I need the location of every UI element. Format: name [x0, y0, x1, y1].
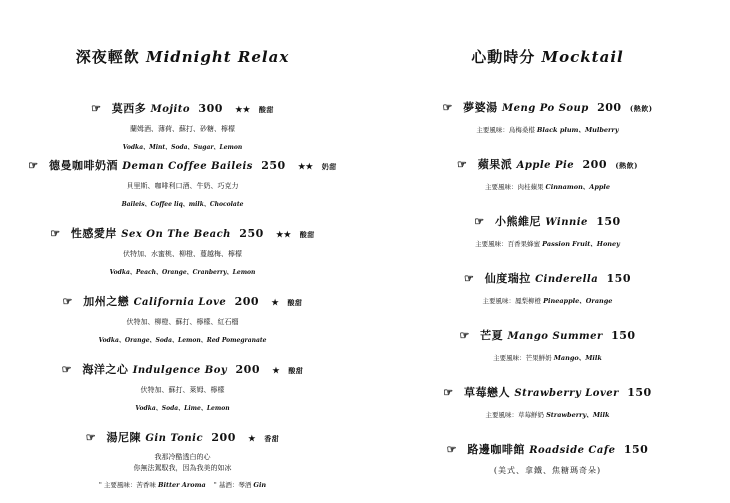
main-flavor: 主要風味：百香果蜂蜜 Passion Fruit、Honey [475, 240, 620, 248]
hand-pointer-icon: ☞ [62, 295, 73, 308]
main-flavor: 主要風味：草莓鮮奶 Strawberry、Milk [485, 411, 610, 419]
ingredients-en: Vodka、Mint、Soda、Sugar、Lemon [122, 144, 243, 151]
ingredients-zh: 貝里斯、咖啡利口酒、牛奶、巧克力 [126, 182, 239, 190]
menu-item-apple-pie: ☞ 蘋果派 Apple Pie 200 (熱飲) 主要風味：肉桂蘋果 Cinnamon、Apple [365, 156, 730, 191]
section-title-midnight-relax: 深夜輕飲 Midnight Relax [75, 48, 290, 66]
hand-pointer-icon: ☞ [443, 386, 454, 399]
menu-item-cinderella: ☞ 仙度瑞拉 Cinderella 150 主要風味：鳳梨柳橙 Pineapple、Orange [365, 270, 730, 305]
ingredients-zh: 伏特加、蘇打、萊姆、檸檬 [140, 386, 225, 394]
main-flavor: 主要風味：肉桂蘋果 Cinnamon、Apple [484, 183, 611, 191]
hand-pointer-icon: ☞ [459, 329, 470, 342]
hand-pointer-icon: ☞ [91, 102, 102, 115]
hand-pointer-icon: ☞ [474, 215, 485, 228]
menu-item-deman-coffee-baileis: ☞ 德曼咖啡奶酒 Deman Coffee Baileis 250 ★★ 奶甜 貝里斯、咖啡利口酒、牛奶、巧克力 Baileis、Coffee liq、milk、Chocolate [0, 157, 365, 208]
ingredients-en: Baileis、Coffee liq、milk、Chocolate [121, 201, 244, 208]
ingredients-zh: 蘭姆酒、薄荷、蘇打、砂糖、檸檬 [130, 125, 235, 133]
coffee-options: (美式、拿鐵、焦糖瑪奇朵) [493, 466, 602, 475]
section-title-mocktail: 心動時分 Mocktail [471, 48, 624, 66]
hand-pointer-icon: ☞ [464, 272, 475, 285]
hand-pointer-icon: ☞ [442, 101, 453, 114]
hand-pointer-icon: ☞ [446, 443, 458, 456]
menu-item-gin-tonic: ☞ 湯尼陳 Gin Tonic 200 ★ 香甜 我那冷酷透白的心 你無法駕馭我，因為我美的如冰 " 主要風味：苦香味 Bitter Aroma " 基酒：琴酒 Gin [0, 429, 365, 489]
main-flavor: 主要風味：芒果鮮奶 Mango、Milk [493, 354, 602, 362]
main-flavor: 主要風味：鳳梨柳橙 Pineapple、Orange [482, 297, 613, 305]
ingredients-en: Vodka、Peach、Orange、Cranberry、Lemon [109, 269, 256, 276]
menu-item-meng-po-soup: ☞ 夢婆湯 Meng Po Soup 200 (熱飲) 主要風味：烏梅桑椹 Black plum、Mulberry [365, 99, 730, 134]
main-flavor: 主要風味：烏梅桑椹 Black plum、Mulberry [476, 126, 619, 134]
main-flavor: " 主要風味：苦香味 Bitter Aroma " 基酒：琴酒 Gin [98, 481, 267, 489]
mocktail-section [365, 0, 730, 503]
menu-item-strawberry-lover: ☞ 草莓戀人 Strawberry Lover 150 主要風味：草莓鮮奶 Strawberry、Milk [365, 384, 730, 419]
hand-pointer-icon: ☞ [457, 158, 468, 171]
ingredients-zh: 伏特加、柳橙、蘇打、檸檬、紅石榴 [126, 318, 239, 326]
menu-item-sex-on-the-beach: ☞ 性感愛岸 Sex On The Beach 250 ★★ 酸甜 伏特加、水蜜桃、柳橙、蔓越梅、檸檬 Vodka、Peach、Orange、Cranberry、Lemon [0, 225, 365, 276]
menu-item-california-love: ☞ 加州之戀 California Love 200 ★ 酸甜 伏特加、柳橙、蘇打、檸檬、紅石榴 Vodka、Orange、Soda、Lemon、Red Pomegranate [0, 293, 365, 344]
menu-item-indulgence-boy: ☞ 海洋之心 Indulgence Boy 200 ★ 酸甜 伏特加、蘇打、萊姆、檸檬 Vodka、Soda、Lime、Lemon [0, 361, 365, 412]
item-description: 我那冷酷透白的心 你無法駕馭我，因為我美的如冰 [133, 453, 232, 472]
hand-pointer-icon: ☞ [61, 363, 72, 376]
ingredients-en: Vodka、Orange、Soda、Lemon、Red Pomegranate [98, 337, 267, 344]
ingredients-en: Vodka、Soda、Lime、Lemon [135, 405, 230, 412]
hand-pointer-icon: ☞ [85, 431, 97, 444]
hand-pointer-icon: ☞ [50, 227, 61, 240]
ingredients-zh: 伏特加、水蜜桃、柳橙、蔓越梅、檸檬 [123, 250, 242, 258]
menu-item-roadside-cafe: ☞ 路邊咖啡館 Roadside Cafe 150 (美式、拿鐵、焦糖瑪奇朵) [365, 441, 730, 476]
hand-pointer-icon: ☞ [28, 159, 39, 172]
menu-item-winnie: ☞ 小熊維尼 Winnie 150 主要風味：百香果蜂蜜 Passion Fruit、Honey [365, 213, 730, 248]
menu-item-mango-summer: ☞ 芒夏 Mango Summer 150 主要風味：芒果鮮奶 Mango、Milk [365, 327, 730, 362]
menu-item-mojito: ☞ 莫西多 Mojito 300 ★★ 酸甜 蘭姆酒、薄荷、蘇打、砂糖、檸檬 Vodka、Mint、Soda、Sugar、Lemon [0, 100, 365, 151]
